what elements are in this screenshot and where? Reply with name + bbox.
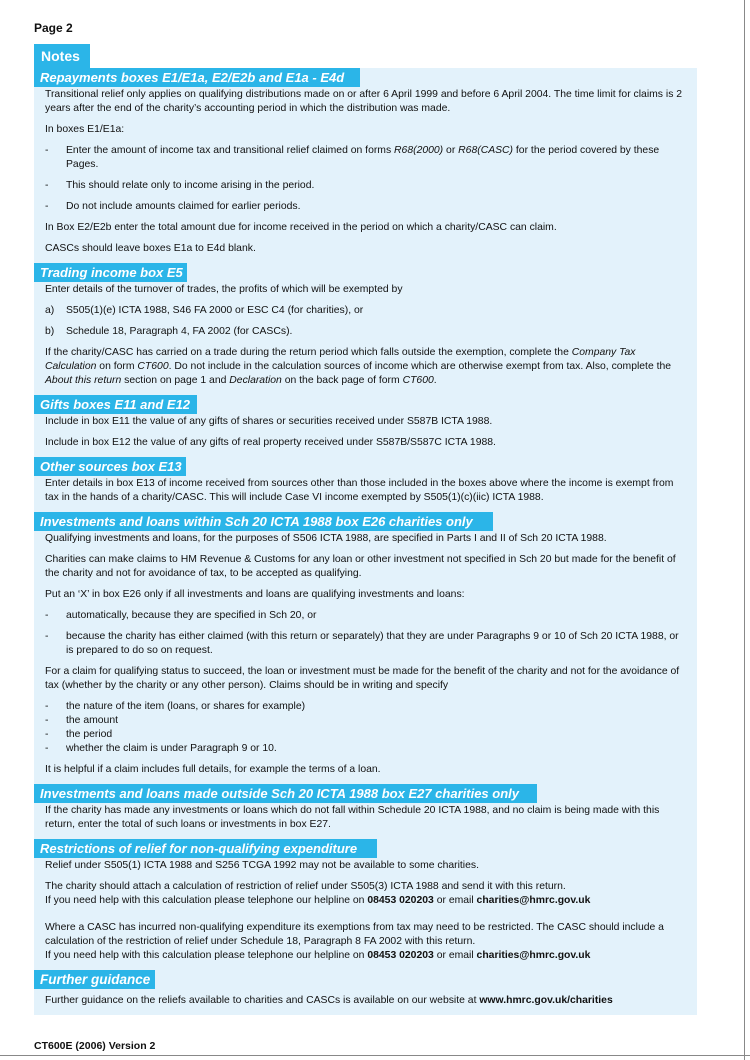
list-item <box>45 700 687 714</box>
paragraph: Enter details in box E13 of income received from sources other than those included in the boxes above where the income is exempt from tax in the hands of a charity/CASC. This will include Case VI income exempted by S505(1)(c)(iic) ICTA 1988. <box>45 478 674 503</box>
text: If you need help with this calculation please telephone our helpline on <box>45 950 368 961</box>
form-section: Company Tax Calculation <box>45 347 636 372</box>
text: This should relate only to income arising in the period. <box>66 180 315 191</box>
paragraph: Include in box E12 the value of any gifts of real property received under S587B/S587C ICTA 1988. <box>45 437 496 448</box>
paragraph: It is helpful if a claim includes full details, for example the terms of a loan. <box>45 764 381 775</box>
bullet-mark: - <box>45 701 49 712</box>
paragraph: CASCs should leave boxes E1a to E4d blank. <box>45 243 256 254</box>
section-gifts <box>34 395 697 450</box>
website-link: www.hmrc.gov.uk/charities <box>479 995 613 1006</box>
text: Schedule 18, Paragraph 4, FA 2002 (for CASCs). <box>66 326 293 337</box>
paragraph: In Box E2/E2b enter the total amount due for income received in the period on which a charity/CASC can claim. <box>45 222 557 233</box>
list-item <box>45 742 687 756</box>
paragraph: If the charity has made any investments or loans which do not fall within Schedule 20 ICTA 1988, and no claim is being made with this return, enter the total of such loans or investments in box E27. <box>45 805 660 830</box>
text-line <box>45 894 687 908</box>
text: the amount <box>66 715 118 726</box>
list-mark: b) <box>45 326 55 337</box>
paragraph: Qualifying investments and loans, for the purposes of S506 ICTA 1988, are specified in Parts I and II of Sch 20 ICTA 1988. <box>45 533 607 544</box>
text-line: The charity should attach a calculation of restriction of relief under S505(3) ICTA 1988 and send it with this return. <box>45 881 566 892</box>
list-item <box>45 325 687 339</box>
section-heading: Repayments boxes E1/E1a, E2/E2b and E1a - E4d <box>34 68 360 87</box>
text-line: Where a CASC has incurred non-qualifying expenditure its exemptions from tax may need to be restricted. The CASC should include a calculation of the restriction of relief under Schedule 18, Paragraph 8 FA 2002 with this return. <box>45 922 664 947</box>
bullet-mark: - <box>45 145 49 156</box>
text: the nature of the item (loans, or shares for example) <box>66 701 306 712</box>
bullet-mark: - <box>45 715 49 726</box>
form-section: About this return <box>45 375 122 386</box>
bullet-mark: - <box>45 631 49 642</box>
form-name: R68(CASC) <box>458 145 514 156</box>
text: on form <box>96 361 138 372</box>
list-item <box>45 144 687 172</box>
email-address: charities@hmrc.gov.uk <box>476 895 591 906</box>
section-further-guidance <box>34 970 697 1008</box>
paragraph: Put an ‘X’ in box E26 only if all investments and loans are qualifying investments and loans: <box>45 589 465 600</box>
list-item <box>45 179 687 193</box>
helpline-number: 08453 020203 <box>367 895 434 906</box>
helpline-number: 08453 020203 <box>367 950 434 961</box>
paragraph <box>45 346 687 388</box>
paragraph: Transitional relief only applies on qualifying distributions made on or after 6 April 1999 and before 6 April 2004. The time limit for claims is 2 years after the end of the charity’s accounting period in which the distribution was made. <box>45 89 683 114</box>
text: . <box>433 375 437 386</box>
list-item <box>45 200 687 214</box>
section-repayments <box>34 68 697 256</box>
section-investments-outside <box>34 784 697 832</box>
list-item <box>45 304 687 318</box>
form-name: CT600 <box>402 375 434 386</box>
paragraph <box>45 921 687 963</box>
paragraph: Include in box E11 the value of any gifts of shares or securities received under S587B ICTA 1988. <box>45 416 493 427</box>
form-version-footer: CT600E (2006) Version 2 <box>34 1040 156 1052</box>
section-heading: Other sources box E13 <box>34 457 186 476</box>
section-other-sources <box>34 457 697 505</box>
text: Do not include amounts claimed for earlier periods. <box>66 201 301 212</box>
text-line <box>45 949 687 963</box>
text: the period <box>66 729 113 740</box>
paragraph: Enter details of the turnover of trades, the profits of which will be exempted by <box>45 284 403 295</box>
list-item <box>45 630 687 658</box>
list-item <box>45 609 687 623</box>
text: If the charity/CASC has carried on a trade during the return period which falls outside the exemption, complete the <box>45 347 572 358</box>
text: or email <box>433 950 477 961</box>
paragraph: For a claim for qualifying status to succeed, the loan or investment must be made for the benefit of the charity and not for the avoidance of tax (whether by the charity or any other person). Claims should be in writing and specify <box>45 666 680 691</box>
text: for the period covered by these Pages. <box>66 145 660 170</box>
list-item <box>45 714 687 728</box>
bullet-mark: - <box>45 180 49 191</box>
text: If you need help with this calculation please telephone our helpline on <box>45 895 368 906</box>
section-heading: Further guidance <box>34 970 155 989</box>
section-restrictions <box>34 839 697 963</box>
text: section on page 1 and <box>121 375 230 386</box>
text: Further guidance on the reliefs available to charities and CASCs is available on our website at <box>45 995 480 1006</box>
list-mark: a) <box>45 305 55 316</box>
notes-tab: Notes <box>34 44 90 68</box>
bullet-mark: - <box>45 729 49 740</box>
text: . Do not include in the calculation sources of income which are otherwise exempt from tax. Also, complete the <box>168 361 672 372</box>
section-heading: Investments and loans within Sch 20 ICTA 1988 box E26 charities only <box>34 512 493 531</box>
text: or email <box>433 895 477 906</box>
paragraph <box>45 880 687 908</box>
text: on the back page of form <box>281 375 403 386</box>
form-name: R68(2000) <box>394 145 444 156</box>
text: because the charity has either claimed (with this return or separately) that they are under Paragraphs 9 or 10 of Sch 20 ICTA 1988, or is prepared to do so on request. <box>66 631 679 656</box>
section-heading: Restrictions of relief for non-qualifying expenditure <box>34 839 377 858</box>
text: S505(1)(e) ICTA 1988, S46 FA 2000 or ESC C4 (for charities), or <box>66 305 364 316</box>
text: Enter the amount of income tax and transitional relief claimed on forms <box>66 145 395 156</box>
bullet-mark: - <box>45 610 49 621</box>
text: automatically, because they are specified in Sch 20, or <box>66 610 317 621</box>
bullet-mark: - <box>45 743 49 754</box>
email-address: charities@hmrc.gov.uk <box>476 950 591 961</box>
text: or <box>443 145 459 156</box>
section-heading: Investments and loans made outside Sch 20 ICTA 1988 box E27 charities only <box>34 784 537 803</box>
section-heading: Trading income box E5 <box>34 263 187 282</box>
paragraph: Relief under S505(1) ICTA 1988 and S256 TCGA 1992 may not be available to some charities. <box>45 860 479 871</box>
section-investments-within <box>34 512 697 777</box>
form-name: CT600 <box>137 361 169 372</box>
list-item <box>45 728 687 742</box>
section-heading: Gifts boxes E11 and E12 <box>34 395 197 414</box>
notes-content <box>34 68 697 1015</box>
page-edge-right <box>744 0 745 1060</box>
section-trading-income <box>34 263 697 388</box>
page-edge-bottom <box>0 1055 750 1056</box>
paragraph: In boxes E1/E1a: <box>45 124 125 135</box>
form-section: Declaration <box>229 375 282 386</box>
paragraph <box>45 994 687 1008</box>
page-label: Page 2 <box>34 21 73 35</box>
text: whether the claim is under Paragraph 9 or 10. <box>66 743 277 754</box>
bullet-mark: - <box>45 201 49 212</box>
paragraph: Charities can make claims to HM Revenue & Customs for any loan or other investment not specified in Sch 20 but made for the benefit of the charity and not for avoidance of tax, to be accepted as qualifying. <box>45 554 676 579</box>
